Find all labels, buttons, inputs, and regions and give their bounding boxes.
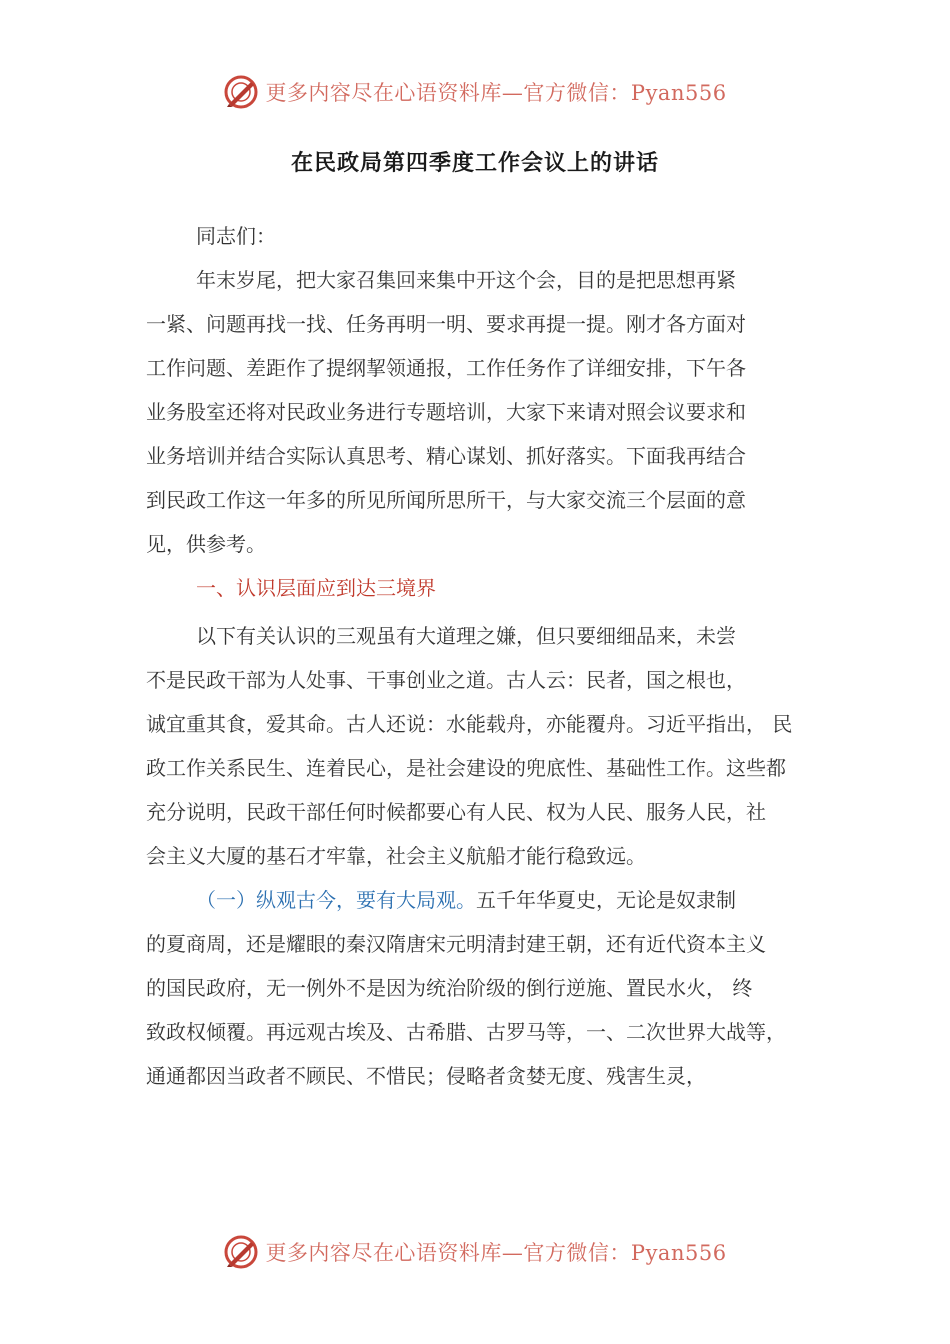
paragraph-2-line: 充分说明，民政干部任何时候都要心有人民、权为人民、服务人民，社 <box>146 800 766 824</box>
paragraph-2-line: 以下有关认识的三观虽有大道理之嫌，但只要细细品来，未尝 <box>196 624 736 648</box>
paragraph-3-line: 的夏商周，还是耀眼的秦汉隋唐宋元明清封建王朝，还有近代资本主义 <box>146 932 766 956</box>
paragraph-3-line: 致政权倾覆。再远观古埃及、古希腊、古罗马等，一、二次世界大战等， <box>146 1020 786 1044</box>
paragraph-2-line: 会主义大厦的基石才牢靠，社会主义航船才能行稳致远。 <box>146 844 646 868</box>
salutation: 同志们： <box>196 224 276 248</box>
paragraph-1-line: 一紧、问题再找一找、任务再明一明、要求再提一提。刚才各方面对 <box>146 312 746 336</box>
paragraph-1-line: 工作问题、差距作了提纲挈领通报，工作任务作了详细安排，下午各 <box>146 356 746 380</box>
banner-text: 更多内容尽在心语资料库—官方微信：Pyan556 <box>265 81 727 105</box>
paragraph-3-line: 通通都因当政者不顾民、不惜民；侵略者贪婪无度、残害生灵， <box>146 1064 706 1088</box>
footer-banner <box>0 1230 950 1274</box>
pen-logo-icon <box>223 1234 259 1270</box>
paragraph-3-first-line <box>196 886 736 914</box>
header-banner <box>0 70 950 114</box>
paragraph-2-line: 不是民政干部为人处事、干事创业之道。古人云：民者，国之根也， <box>146 668 746 692</box>
subsection-heading: （一）纵观古今，要有大局观。 <box>196 888 476 912</box>
paragraph-2-line: 政工作关系民生、连着民心，是社会建设的兜底性、基础性工作。这些都 <box>146 756 786 780</box>
paragraph-2-line: 诚宜重其食，爱其命。古人还说：水能载舟，亦能覆舟。习近平指出， 民 <box>146 712 793 736</box>
paragraph-1-line: 业务股室还将对民政业务进行专题培训，大家下来请对照会议要求和 <box>146 400 746 424</box>
paragraph-1-line: 年末岁尾，把大家召集回来集中开这个会，目的是把思想再紧 <box>196 268 736 292</box>
paragraph-1-line: 见，供参考。 <box>146 532 266 556</box>
paragraph-1-line: 到民政工作这一年多的所见所闻所思所干，与大家交流三个层面的意 <box>146 488 746 512</box>
paragraph-3-line: 的国民政府，无一例外不是因为统治阶级的倒行逆施、置民水火， 终 <box>146 976 753 1000</box>
page-title: 在民政局第四季度工作会议上的讲话 <box>290 150 659 176</box>
section-heading: 一、认识层面应到达三境界 <box>196 576 436 600</box>
paragraph-1-line: 业务培训并结合实际认真思考、精心谋划、抓好落实。下面我再结合 <box>146 444 746 468</box>
pen-logo-icon <box>223 74 259 110</box>
banner-text: 更多内容尽在心语资料库—官方微信：Pyan556 <box>265 1241 727 1265</box>
paragraph-3-first-rest: 五千年华夏史，无论是奴隶制 <box>476 888 736 912</box>
